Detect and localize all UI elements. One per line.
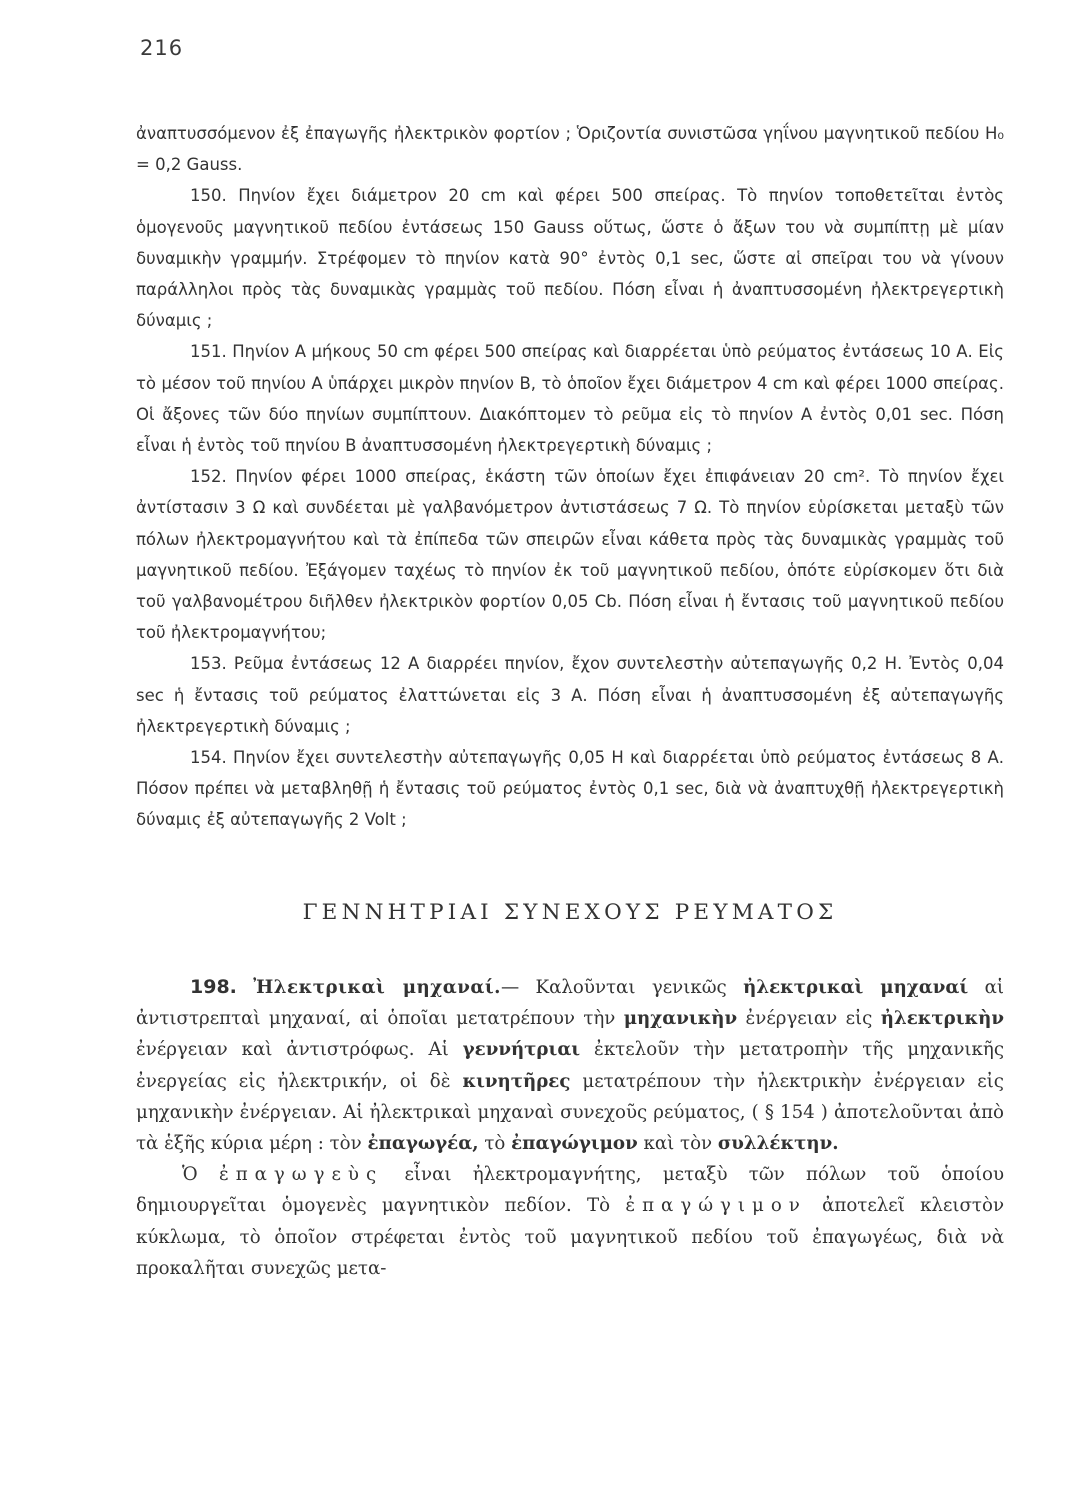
problem-151: 151. Πηνίον Α μήκους 50 cm φέρει 500 σπείρας καὶ διαρρέεται ὑπὸ ρεύματος ἐντάσεως 10 Α. Εἰς τὸ μέσον τοῦ πηνίου Α ὑπάρχει μικρὸν πηνίον Β, τὸ ὁποῖον ἔχει διάμετρον 4 cm καὶ φέρει 1000 σπείρας. Οἱ ἄξονες τῶν δύο πηνίων συμπίπτουν. Διακόπτομεν τὸ ρεῦμα εἰς τὸ πηνίον Α ἐντὸς 0,01 sec. Πόση εἶναι ἡ ἐντὸς τοῦ πηνίου Β ἀναπτυσσομένη ἠλεκτρεγερτικὴ δύναμις ;	[136, 342, 1004, 456]
article-title: Ἠλεκτρικαὶ μηχαναί.	[253, 977, 501, 998]
problems-block	[136, 118, 1004, 836]
text-run: — Καλοῦνται γενικῶς	[500, 977, 744, 998]
problem-150: 150. Πηνίον ἔχει διάμετρον 20 cm καὶ φέρει 500 σπείρας. Τὸ πηνίον τοποθετεῖται ἐντὸς ὁμογενοῦς μαγνητικοῦ πεδίου ἐντάσεως 150 Gauss οὕτως, ὥστε ὁ ἄξων του νὰ συμπίπτῃ μὲ μίαν δυναμικὴν γραμμήν. Στρέφομεν τὸ πηνίον κατὰ 90° ἐντὸς 0,1 sec, ὥστε αἱ σπεῖραι του νὰ γίνουν παράλληλοι πρὸς τὰς δυναμικὰς γραμμὰς τοῦ πεδίου. Πόση εἶναι ἡ ἀναπτυσσομένη ἠλεκτρεγερτικὴ δύναμις ;	[136, 186, 1004, 331]
text-run: ἐνέργειαν εἰς	[737, 1008, 881, 1030]
page-number: 216	[140, 36, 184, 60]
text-run: τὸ	[478, 1133, 512, 1155]
bold-term: συλλέκτην.	[717, 1133, 839, 1155]
text-run: ἐκτελοῦν τὴν μετατροπὴν τῆς μηχανικῆς ἐνεργείας εἰς ἠλεκτρικήν, οἱ δὲ	[136, 1039, 1004, 1092]
article-paragraph-2	[136, 1159, 1004, 1284]
text-run: αἱ ἀντιστρεπταὶ μηχαναί, αἱ ὁποῖαι μετατρέπουν τὴν	[136, 977, 1004, 1030]
problem-154: 154. Πηνίον ἔχει συντελεστὴν αὐτεπαγωγῆς 0,05 Η καὶ διαρρέεται ὑπὸ ρεύματος ἐντάσεως 8 Α. Πόσον πρέπει νὰ μεταβληθῇ ἡ ἔντασις τοῦ ρεύματος ἐντὸς 0,1 sec, διὰ νὰ ἀναπτυχθῇ ἠλεκτρεγερτικὴ δύναμις ἐξ αὐτεπαγωγῆς 2 Volt ;	[136, 748, 1004, 830]
text-run: ἐνέργειαν καὶ ἀντιστρόφως. Αἱ	[136, 1039, 463, 1061]
bold-term: κινητῆρες	[462, 1070, 571, 1092]
section-heading: ΓΕΝΝΗΤΡΙΑΙ ΣΥΝΕΧΟΥΣ ΡΕΥΜΑΤΟΣ	[302, 900, 838, 925]
problem-152: 152. Πηνίον φέρει 1000 σπείρας, ἑκάστη τῶν ὁποίων ἔχει ἐπιφάνειαν 20 cm². Τὸ πηνίον ἔχει ἀντίστασιν 3 Ω καὶ συνδέεται μὲ γαλβανόμετρον ἀντιστάσεως 7 Ω. Τὸ πηνίον εὑρίσκεται μεταξὺ τῶν πόλων ἠλεκτρομαγνήτου καὶ τὰ ἐπίπεδα τῶν σπειρῶν εἶναι κάθετα πρὸς τὰς δυναμικὰς γραμμὰς τοῦ μαγνητικοῦ πεδίου. Ἐξάγομεν ταχέως τὸ πηνίον ἐκ τοῦ μαγνητικοῦ πεδίου, ὁπότε εὑρίσκομεν ὅτι διὰ τοῦ γαλβανομέτρου διῆλθεν ἠλεκτρικὸν φορτίον 0,05 Cb. Πόση εἶναι ἡ ἔντασις τοῦ μαγνητικοῦ πεδίου τοῦ ἠλεκτρομαγνήτου;	[136, 467, 1004, 643]
text-run: Ὁ	[182, 1164, 219, 1186]
spaced-term: ἐπαγώγιμον	[625, 1195, 807, 1217]
problem-153: 153. Ρεῦμα ἐντάσεως 12 Α διαρρέει πηνίον, ἔχον συντελεστὴν αὐτεπαγωγῆς 0,2 Η. Ἐντὸς 0,04 sec ἡ ἔντασις τοῦ ρεύματος ἐλαττώνεται εἰς 3 Α. Πόση εἶναι ἡ ἀναπτυσσομένη ἐξ αὐτεπαγωγῆς ἠλεκτρεγερτικὴ δύναμις ;	[136, 654, 1004, 736]
spaced-term: ἐπαγωγεὺς	[218, 1164, 384, 1186]
bold-term: γεννήτριαι	[462, 1039, 581, 1061]
text-run: εἶναι ἠλεκτρομαγνήτης, μεταξὺ τῶν πόλων τοῦ ὁποίου δημιουργεῖται ὁμογενὲς μαγνητικὸν πεδίον. Τὸ	[136, 1164, 1004, 1217]
text-run: καὶ τὸν	[637, 1133, 718, 1155]
bold-term: ἐπαγώγιμον	[511, 1133, 638, 1155]
bold-term: μηχανικὴν	[623, 1008, 738, 1030]
problem-continuation: ἀναπτυσσόμενον ἐξ ἐπαγωγῆς ἠλεκτρικὸν φορτίον ; Ὁριζοντία συνιστῶσα γηΐνου μαγνητικοῦ πεδίου H₀ = 0,2 Gauss.	[136, 124, 1004, 175]
bold-term: ἐπαγωγέα,	[367, 1133, 479, 1155]
bold-term: ἠλεκτρικὴν	[880, 1008, 1004, 1030]
article-paragraph-1	[136, 972, 1004, 1159]
article-number: 198.	[190, 976, 237, 998]
section-body	[136, 972, 1004, 1284]
bold-term: ἠλεκτρικαὶ μηχαναί	[743, 977, 969, 998]
text-run: μετατρέπουν τὴν ἠλεκτρικὴν ἐνέργειαν εἰς μηχανικὴν ἐνέργειαν. Αἱ ἠλεκτρικαὶ μηχαναὶ συνεχοῦς ρεύματος, ( § 154 ) ἀποτελοῦνται ἀπὸ τὰ ἑξῆς κύρια μέρη : τὸν	[136, 1070, 1004, 1155]
text-run: ἀποτελεῖ κλειστὸν κύκλωμα, τὸ ὁποῖον στρέφεται ἐντὸς τοῦ μαγνητικοῦ πεδίου τοῦ ἐπαγωγέως, διὰ νὰ προκαλῆται συνεχῶς μετα-	[136, 1195, 1004, 1279]
